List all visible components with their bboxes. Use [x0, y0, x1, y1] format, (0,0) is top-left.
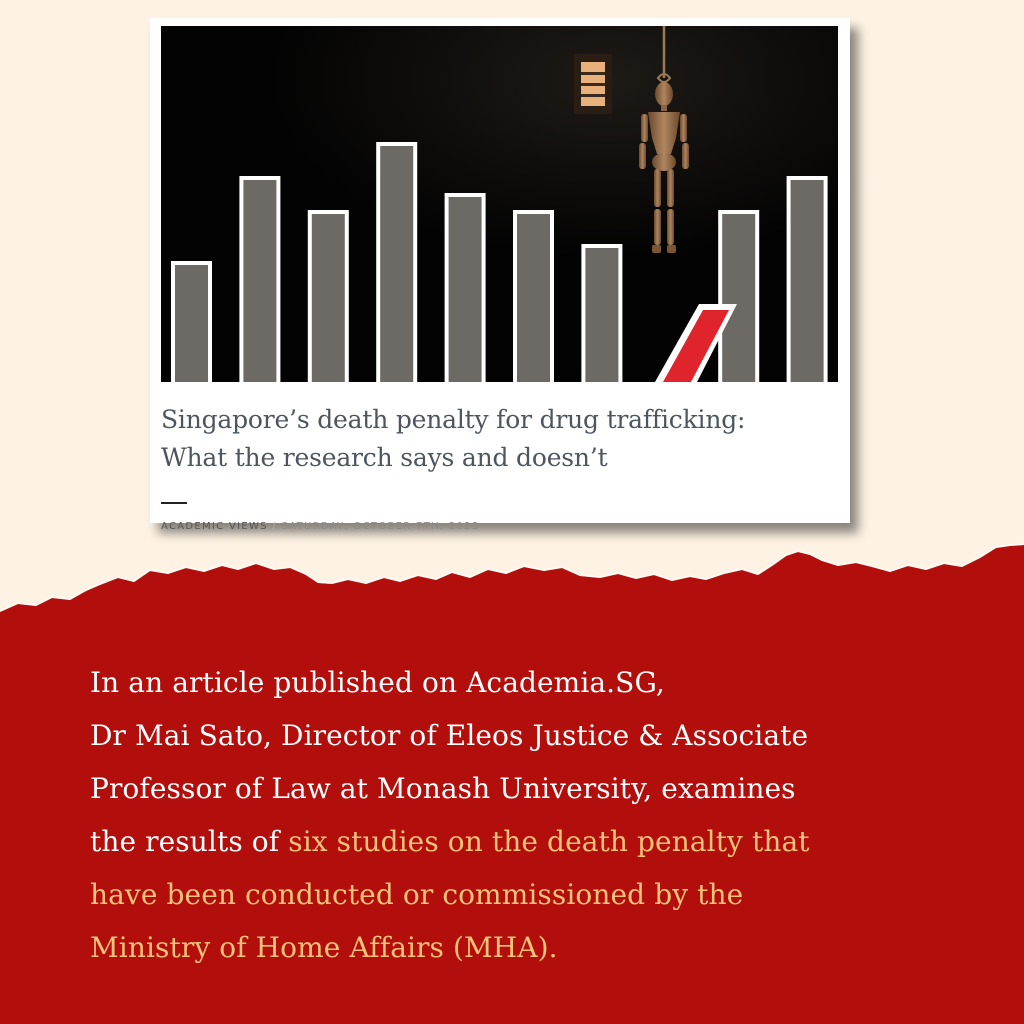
hero-illustration	[161, 26, 838, 382]
article-date: SATURDAY, OCTOBER 7TH, 2023	[281, 521, 480, 532]
highlighted-text: six studies on the death penalty that	[288, 825, 810, 858]
summary-line-2: Dr Mai Sato, Director of Eleos Justice & Associate	[90, 719, 809, 752]
article-title[interactable]	[161, 401, 831, 477]
summary-plain-text: the results of	[90, 825, 289, 858]
hero-bar	[720, 212, 757, 382]
meta-separator: /	[272, 521, 277, 532]
hero-bar	[378, 144, 415, 382]
barred-window-icon	[574, 54, 612, 114]
article-hero-image	[161, 26, 838, 382]
summary-line-4	[90, 815, 970, 868]
summary-line-5-highlight: have been conducted or commissioned by the	[90, 878, 744, 911]
hero-bar	[173, 263, 210, 382]
summary-paragraph	[90, 656, 970, 974]
hero-bar	[447, 195, 484, 382]
article-category[interactable]: ACADEMIC VIEWS	[161, 521, 268, 532]
article-meta	[161, 521, 480, 532]
hero-bar	[310, 212, 347, 382]
article-title-line-2[interactable]: What the research says and doesn’t	[161, 443, 608, 472]
hero-bar	[789, 178, 826, 382]
article-title-line-1[interactable]: Singapore’s death penalty for drug trafficking:	[161, 405, 746, 434]
hero-bar	[515, 212, 552, 382]
summary-line-3: Professor of Law at Monash University, examines	[90, 772, 796, 805]
summary-line-1: In an article published on Academia.SG,	[90, 666, 665, 699]
summary-line-6-highlight: Ministry of Home Affairs (MHA).	[90, 931, 558, 964]
hero-bar	[583, 246, 620, 382]
article-card[interactable]	[150, 18, 850, 532]
hero-bar	[241, 178, 278, 382]
title-divider	[161, 502, 187, 504]
